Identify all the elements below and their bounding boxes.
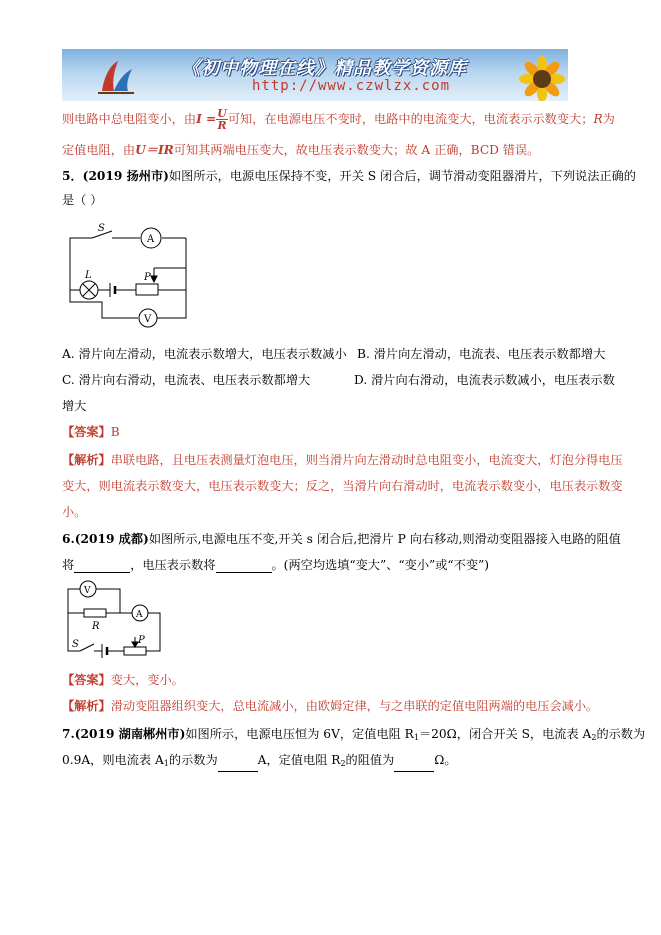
fraction <box>216 108 228 131</box>
q6-stem-line-2 <box>62 557 489 573</box>
question-source: (2019 成都) <box>74 532 149 546</box>
question-stem: 。(两空均选填“变大”、“变小”或“不变”) <box>271 558 490 572</box>
fill-blank-2[interactable] <box>394 771 434 772</box>
q5-answer <box>62 424 120 440</box>
question-stem: 如图所示，电源电压恒为 6V，定值电阻 R <box>185 727 414 741</box>
q5-analysis-line-3 <box>62 504 86 520</box>
q5-option-b <box>357 346 605 362</box>
banner-title: 《初中物理在线》精品教学资源库 <box>182 58 467 79</box>
banner-url: http://www.czwlzx.com <box>252 78 451 94</box>
sunflower-icon <box>498 49 568 101</box>
label-v: V <box>144 314 152 325</box>
option-text: A. 滑片向左滑动，电流表示数增大，电压表示数减小 <box>62 347 347 361</box>
analysis-text: 小。 <box>62 505 87 519</box>
question-stem: 如图所示,电源电压不变,开关 s 闭合后,把滑片 P 向右移动,则滑动变阻器接入电路的阻值 <box>148 532 621 546</box>
label-a: A <box>136 610 143 620</box>
text: 定值电阻，由 <box>62 143 136 157</box>
q5-circuit-diagram <box>62 222 202 330</box>
label-p: P <box>144 272 151 283</box>
header-banner <box>62 49 568 101</box>
denominator: R <box>217 119 227 132</box>
label-v: V <box>84 586 91 596</box>
option-text: C. 滑片向右滑动，电流表、电压表示数都增大 <box>62 373 311 387</box>
answer-value: B <box>110 425 120 439</box>
subscript: 1 <box>413 733 419 742</box>
analysis-text: 串联电路，且电压表测量灯泡电压，则当滑片向左滑动时总电阻变小，电流变大，灯泡分得电压 <box>110 453 623 467</box>
question-number: 5． <box>62 169 83 183</box>
analysis-label: 【解析】 <box>62 699 111 713</box>
label-s: S <box>98 223 105 234</box>
question-stem: Ω。 <box>434 753 457 767</box>
subscript: 1 <box>163 759 169 768</box>
q5-analysis-line-2 <box>62 478 623 494</box>
question-source: (2019 扬州市) <box>82 169 169 183</box>
option-text: B. 滑片向左滑动，电流表、电压表示数都增大 <box>357 347 606 361</box>
option-text: 增大 <box>62 399 87 413</box>
q7-stem-line-1 <box>62 726 645 746</box>
rheostat-icon <box>136 284 158 295</box>
question-stem: 的示数为 <box>168 753 218 767</box>
question-stem: A，定值电阻 R <box>257 753 341 767</box>
numerator: U <box>217 107 227 120</box>
label-s: S <box>72 639 79 650</box>
q5-option-c <box>62 372 310 388</box>
question-stem: 如图所示，电源电压保持不变，开关 S 闭合后，调节滑动变阻器滑片，下列说法正确的 <box>168 169 636 183</box>
q6-analysis <box>62 698 598 714</box>
fill-blank-1[interactable] <box>218 771 258 772</box>
analysis-text: 变大，则电流表示数变大，电压表示数变大；反之，当滑片向右滑动时，电流表示数变小，电压表示数变 <box>62 479 623 493</box>
label-p: P <box>138 635 145 646</box>
text: R <box>593 112 603 126</box>
question-stem: 的阻值为 <box>345 753 395 767</box>
subscript: 2 <box>591 733 597 742</box>
question-number: 7. <box>62 727 75 741</box>
question-stem: 0.9A，则电流表 A <box>62 753 164 767</box>
label-l: L <box>85 270 92 281</box>
subscript: 2 <box>340 759 346 768</box>
question-stem: ，电压表示数将 <box>130 558 216 572</box>
q5-option-d <box>354 372 615 388</box>
q5-analysis-line-1 <box>62 452 623 468</box>
formula: U＝IR <box>135 143 174 157</box>
q6-answer <box>62 672 184 688</box>
label-r: R <box>92 621 100 632</box>
fill-blank-1[interactable] <box>74 572 130 573</box>
answer-value: 变大，变小。 <box>110 673 184 687</box>
answer-label: 【答案】 <box>62 425 111 439</box>
q5-option-a <box>62 346 347 362</box>
prev-explanation-line-2 <box>62 142 539 158</box>
question-stem: 是（ ） <box>62 193 103 207</box>
label-a: A <box>147 234 155 245</box>
question-stem: 的示数为 <box>596 727 646 741</box>
text: 为 <box>602 112 615 126</box>
q5-stem-line-1 <box>62 168 636 184</box>
analysis-text: 滑动变阻器组织变大，总电流减小，由欧姆定律，与之串联的定值电阻两端的电压会减小。 <box>110 699 599 713</box>
text: 可知，在电源电压不变时，电路中的电流变大，电流表示示数变大； <box>227 112 594 126</box>
answer-label: 【答案】 <box>62 673 111 687</box>
fill-blank-2[interactable] <box>216 572 272 573</box>
text: 则电路中总电阻变小，由 <box>62 112 197 126</box>
formula: I = <box>196 112 217 126</box>
switch-icon <box>80 644 94 651</box>
q5-option-d-cont <box>62 398 86 414</box>
analysis-label: 【解析】 <box>62 453 111 467</box>
question-source: (2019 湖南郴州市) <box>74 727 186 741</box>
logo-icon <box>94 57 138 97</box>
resistor-icon <box>84 609 106 617</box>
text: 可知其两端电压变大，故电压表示数变大；故 A 正确，BCD 错误。 <box>173 143 540 157</box>
question-stem: ＝20Ω，闭合开关 S，电流表 A <box>418 727 592 741</box>
rheostat-icon <box>124 647 146 655</box>
q6-circuit-diagram <box>62 577 172 663</box>
question-stem: 将 <box>62 558 75 572</box>
q7-stem-line-2 <box>62 752 457 772</box>
prev-explanation-line-1 <box>62 108 615 131</box>
q5-stem-line-2 <box>62 192 102 208</box>
question-number: 6. <box>62 532 75 546</box>
option-text: D. 滑片向右滑动，电流表示数减小，电压表示数 <box>354 373 615 387</box>
q6-stem-line-1 <box>62 531 621 547</box>
